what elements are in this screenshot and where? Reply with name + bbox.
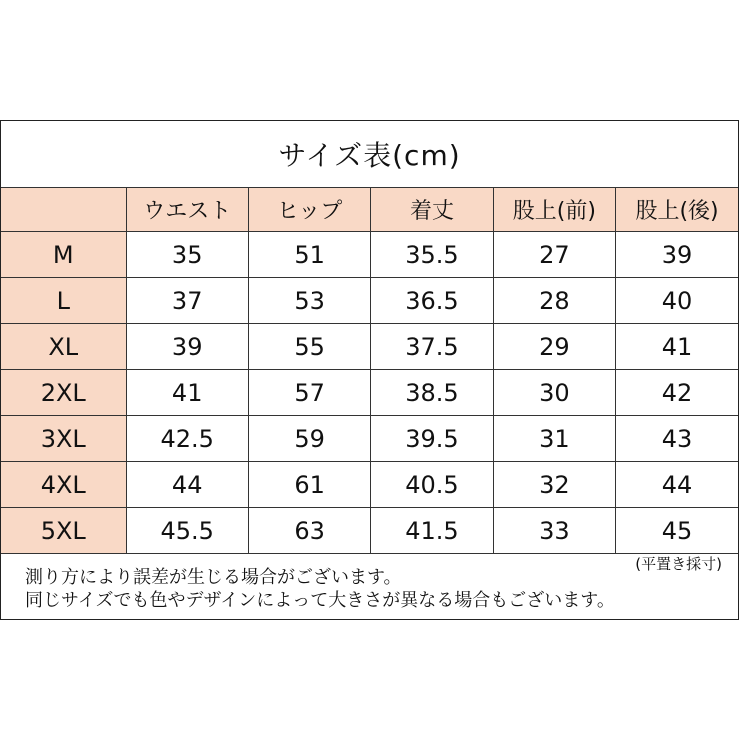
table-cell: 59 [248,416,370,462]
table-cell: 44 [616,462,738,508]
size-label: L [1,278,126,324]
table-cell: 39.5 [371,416,493,462]
size-chart [0,120,739,620]
table-cell: 36.5 [371,278,493,324]
measure-method-note: (平置き採寸) [635,555,722,573]
table-row [1,278,738,324]
size-label: M [1,232,126,278]
header-cell-length: 着丈 [371,188,493,232]
table-cell: 57 [248,370,370,416]
notes-section [1,542,738,619]
header-cell-front-rise: 股上(前) [493,188,615,232]
table-row [1,324,738,370]
table-cell: 55 [248,324,370,370]
disclaimer-note: 同じサイズでも色やデザインによって大きさが異なる場合もございます。 [25,590,615,611]
table-cell: 43 [616,416,738,462]
header-cell-corner [1,188,126,232]
table-cell: 44 [126,462,248,508]
size-label: 5XL [1,508,126,554]
size-label: 2XL [1,370,126,416]
table-cell: 28 [493,278,615,324]
table-cell: 35.5 [371,232,493,278]
table-cell: 32 [493,462,615,508]
table-cell: 27 [493,232,615,278]
table-cell: 42.5 [126,416,248,462]
table-row [1,462,738,508]
table-cell: 37 [126,278,248,324]
table-cell: 41 [616,324,738,370]
table-cell: 40 [616,278,738,324]
table-cell: 29 [493,324,615,370]
header-cell-hip: ヒップ [248,188,370,232]
header-cell-back-rise: 股上(後) [616,188,738,232]
table-cell: 45 [616,508,738,554]
table-cell: 51 [248,232,370,278]
size-table [1,187,738,554]
table-row [1,370,738,416]
table-cell: 63 [248,508,370,554]
table-cell: 38.5 [371,370,493,416]
size-label: 4XL [1,462,126,508]
table-cell: 41 [126,370,248,416]
header-cell-waist: ウエスト [126,188,248,232]
table-cell: 33 [493,508,615,554]
table-cell: 39 [616,232,738,278]
table-cell: 42 [616,370,738,416]
table-cell: 53 [248,278,370,324]
table-cell: 40.5 [371,462,493,508]
size-label: XL [1,324,126,370]
table-cell: 45.5 [126,508,248,554]
table-cell: 39 [126,324,248,370]
table-cell: 37.5 [371,324,493,370]
header-row [1,188,738,232]
table-cell: 31 [493,416,615,462]
table-cell: 35 [126,232,248,278]
table-cell: 41.5 [371,508,493,554]
chart-title: サイズ表(cm) [278,139,461,172]
disclaimer-note: 測り方により誤差が生じる場合がございます。 [25,567,402,588]
table-row [1,232,738,278]
table-row [1,416,738,462]
table-cell: 61 [248,462,370,508]
table-cell: 30 [493,370,615,416]
size-label: 3XL [1,416,126,462]
